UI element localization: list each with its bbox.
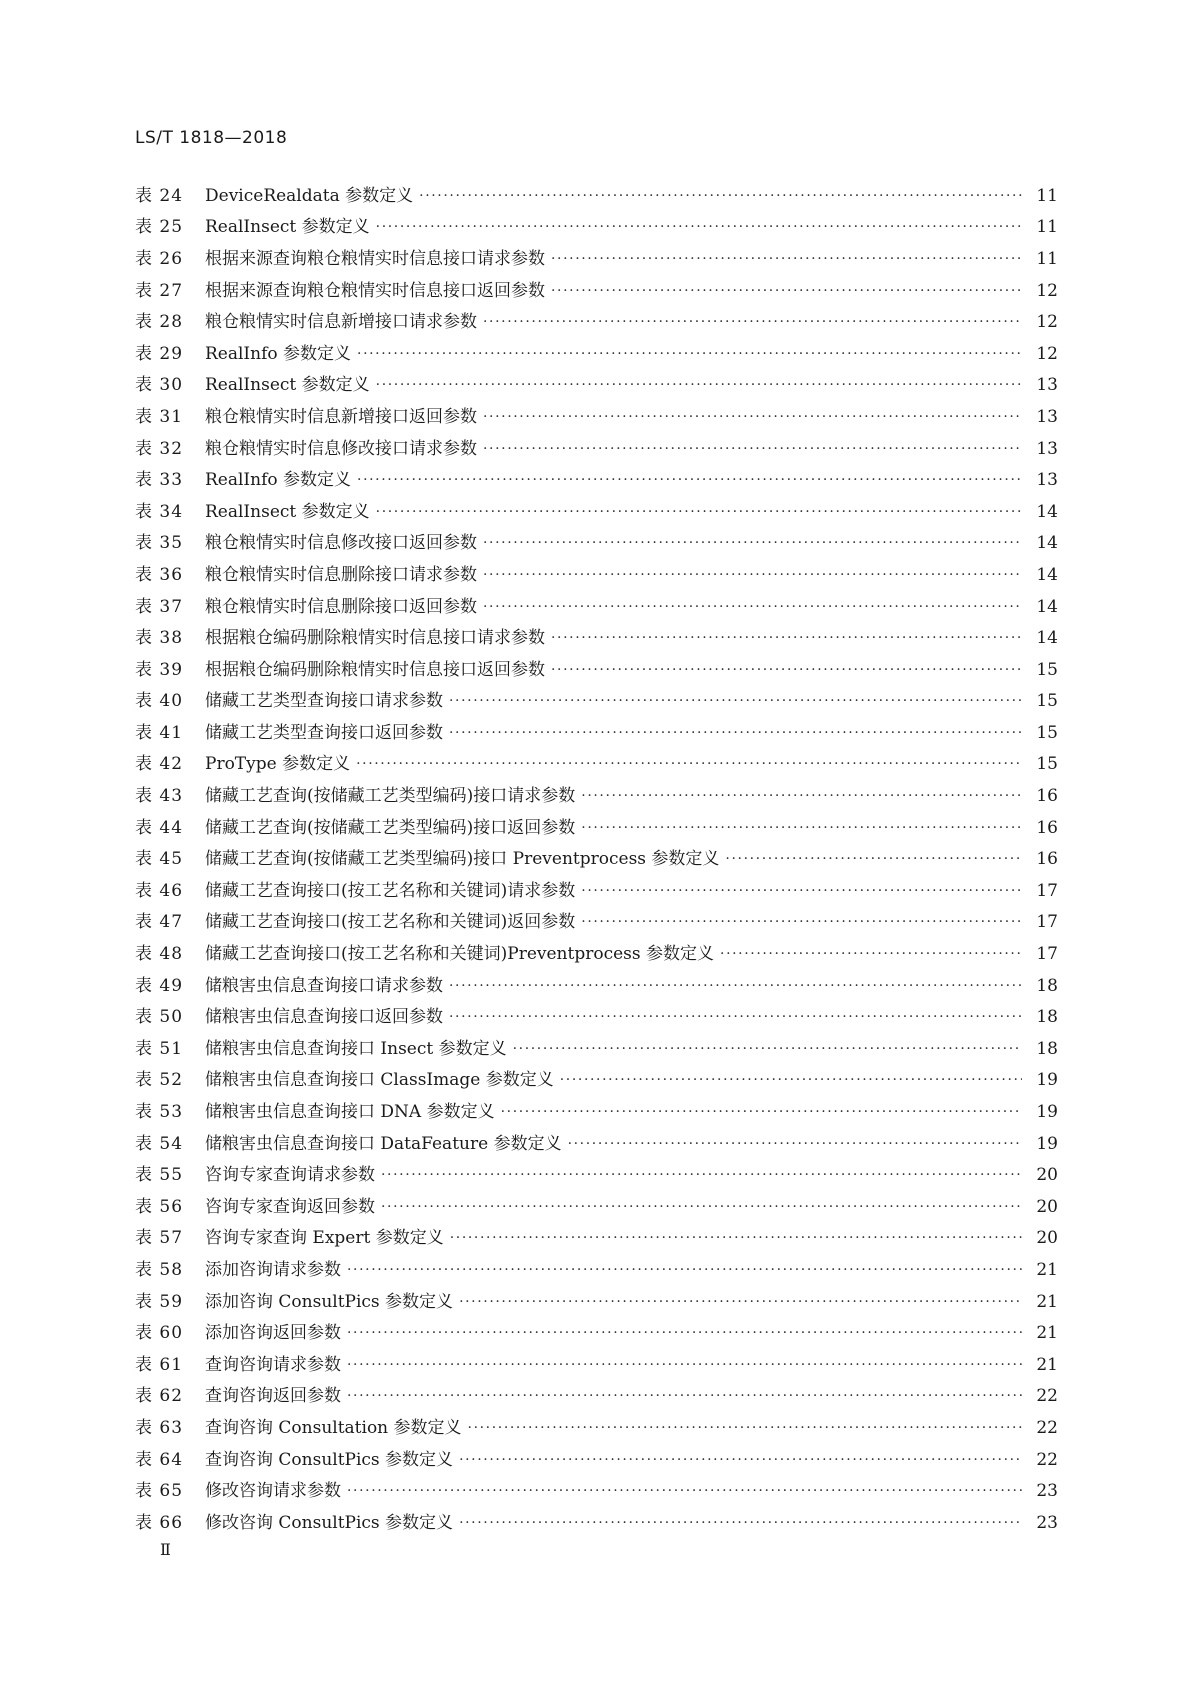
toc-table-number: 表 50 [135,1007,184,1028]
toc-table-title: 查询咨询返回参数 [205,1386,341,1407]
toc-page-number: 11 [1036,248,1058,269]
toc-table-title: 修改咨询请求参数 [205,1481,341,1502]
toc-table-title: 储藏工艺查询接口(按工艺名称和关键词)请求参数 [205,880,576,901]
toc-page-number: 14 [1036,533,1058,554]
toc-table-number: 表 54 [135,1133,184,1154]
toc-table-title: 储藏工艺查询接口(按工艺名称和关键词)返回参数 [205,912,576,933]
toc-table-number: 表 38 [135,628,184,649]
toc-entry [135,212,1058,244]
toc-entry [135,1001,1058,1033]
toc-entry [135,1254,1058,1286]
toc-table-title: 粮仓粮情实时信息修改接口返回参数 [205,533,477,554]
toc-table-title: 查询咨询请求参数 [205,1354,341,1375]
toc-table-number: 表 64 [135,1449,184,1470]
toc-table-number: 表 65 [135,1481,184,1502]
toc-dot-leader [483,407,1022,427]
toc-page-number: 12 [1036,312,1058,333]
toc-table-number: 表 32 [135,438,184,459]
toc-table-title: 添加咨询返回参数 [205,1323,341,1344]
toc-entry [135,370,1058,402]
toc-entry [135,1475,1058,1507]
toc-table-title: 粮仓粮情实时信息新增接口请求参数 [205,312,477,333]
toc-table-title: 储藏工艺查询接口(按工艺名称和关键词)Preventprocess 参数定义 [205,944,715,965]
toc-dot-leader [483,312,1022,332]
toc-page-number: 13 [1036,406,1058,427]
toc-dot-leader [449,723,1022,743]
toc-page-number: 13 [1036,375,1058,396]
toc-table-number: 表 29 [135,343,184,364]
toc-entry [135,843,1058,875]
toc-table-title: 储粮害虫信息查询接口 DNA 参数定义 [205,1102,495,1123]
toc-dot-leader [468,1418,1022,1438]
toc-table-number: 表 36 [135,564,184,585]
toc-dot-leader [581,881,1022,901]
toc-table-number: 表 44 [135,817,184,838]
toc-table-number: 表 24 [135,185,184,206]
toc-page-number: 18 [1036,1038,1058,1059]
toc-dot-leader [347,1386,1022,1406]
toc-table-number: 表 57 [135,1228,184,1249]
toc-table-number: 表 47 [135,912,184,933]
toc-entry [135,1412,1058,1444]
toc-entry [135,1444,1058,1476]
toc-table-number: 表 56 [135,1196,184,1217]
toc-page-number: 12 [1036,343,1058,364]
toc-entry [135,401,1058,433]
toc-dot-leader [347,1260,1022,1280]
toc-page-number: 21 [1036,1354,1058,1375]
toc-entry [135,433,1058,465]
toc-table-title: 添加咨询请求参数 [205,1259,341,1280]
toc-page-number: 22 [1036,1417,1058,1438]
toc-table-title: RealInfo 参数定义 [205,470,352,491]
toc-page-number: 13 [1036,438,1058,459]
toc-table-title: 咨询专家查询 Expert 参数定义 [205,1228,444,1249]
toc-page-number: 16 [1036,786,1058,807]
toc-table-number: 表 42 [135,754,184,775]
toc-dot-leader [376,502,1022,522]
toc-dot-leader [483,597,1022,617]
toc-dot-leader [581,818,1022,838]
toc-table-title: 查询咨询 ConsultPics 参数定义 [205,1449,454,1470]
toc-dot-leader [720,944,1022,964]
toc-page-number: 18 [1036,1007,1058,1028]
toc-table-title: 根据粮仓编码删除粮情实时信息接口请求参数 [205,628,545,649]
toc-dot-leader [459,1292,1022,1312]
toc-table-title: 粮仓粮情实时信息删除接口返回参数 [205,596,477,617]
toc-table-title: 储藏工艺查询(按储藏工艺类型编码)接口 Preventprocess 参数定义 [205,849,720,870]
toc-table-number: 表 28 [135,312,184,333]
toc-table-number: 表 45 [135,849,184,870]
toc-entry [135,338,1058,370]
toc-table-number: 表 46 [135,880,184,901]
toc-dot-leader [551,281,1022,301]
toc-entry [135,180,1058,212]
toc-dot-leader [581,786,1022,806]
toc-dot-leader [483,565,1022,585]
toc-page-number: 16 [1036,849,1058,870]
toc-page-number: 15 [1036,691,1058,712]
toc-entry [135,1223,1058,1255]
toc-table-title: 储藏工艺类型查询接口返回参数 [205,722,443,743]
toc-table-number: 表 39 [135,659,184,680]
toc-table-title: 储粮害虫信息查询接口请求参数 [205,975,443,996]
toc-table-number: 表 40 [135,691,184,712]
toc-table-title: 根据来源查询粮仓粮情实时信息接口返回参数 [205,280,545,301]
toc-dot-leader [725,849,1022,869]
toc-dot-leader [381,1165,1022,1185]
toc-entry [135,1033,1058,1065]
toc-table-title: 储藏工艺类型查询接口请求参数 [205,691,443,712]
toc-table-number: 表 62 [135,1386,184,1407]
toc-table-title: RealInsect 参数定义 [205,217,370,238]
toc-dot-leader [376,375,1022,395]
toc-table-title: 储粮害虫信息查询接口返回参数 [205,1007,443,1028]
toc-table-number: 表 61 [135,1354,184,1375]
toc-table-number: 表 33 [135,470,184,491]
toc-page-number: 15 [1036,659,1058,680]
toc-page-number: 15 [1036,722,1058,743]
toc-table-title: 修改咨询 ConsultPics 参数定义 [205,1512,454,1533]
toc-page-number: 21 [1036,1259,1058,1280]
toc-table-number: 表 43 [135,786,184,807]
toc-table-title: 添加咨询 ConsultPics 参数定义 [205,1291,454,1312]
toc-table-number: 表 26 [135,248,184,269]
toc-table-title: 根据粮仓编码删除粮情实时信息接口返回参数 [205,659,545,680]
toc-entry [135,1096,1058,1128]
toc-page-number: 23 [1036,1481,1058,1502]
toc-dot-leader [347,1481,1022,1501]
toc-page-number: 14 [1036,628,1058,649]
toc-table-number: 表 52 [135,1070,184,1091]
toc-table-number: 表 51 [135,1038,184,1059]
toc-entry [135,591,1058,623]
toc-dot-leader [501,1102,1022,1122]
toc-entry [135,970,1058,1002]
toc-table-number: 表 58 [135,1259,184,1280]
toc-entry [135,938,1058,970]
toc-page-number: 14 [1036,564,1058,585]
toc-entry [135,907,1058,939]
toc-table-title: 根据来源查询粮仓粮情实时信息接口请求参数 [205,248,545,269]
toc-entry [135,1159,1058,1191]
toc-entry [135,528,1058,560]
toc-table-number: 表 34 [135,501,184,522]
toc-table-title: 查询咨询 Consultation 参数定义 [205,1417,462,1438]
toc-dot-leader [347,1355,1022,1375]
toc-entry [135,686,1058,718]
toc-table-title: RealInfo 参数定义 [205,343,352,364]
toc-entry [135,496,1058,528]
toc-entry [135,1128,1058,1160]
toc-page-number: 15 [1036,754,1058,775]
toc-dot-leader [483,533,1022,553]
toc-table-title: 粮仓粮情实时信息删除接口请求参数 [205,564,477,585]
toc-table-number: 表 63 [135,1417,184,1438]
toc-page-number: 19 [1036,1070,1058,1091]
toc-table-title: DeviceRealdata 参数定义 [205,185,414,206]
toc-table-title: RealInsect 参数定义 [205,501,370,522]
toc-page-number: 14 [1036,501,1058,522]
toc-table-number: 表 49 [135,975,184,996]
toc-entry [135,875,1058,907]
toc-table-title: 咨询专家查询请求参数 [205,1165,375,1186]
toc-table-number: 表 59 [135,1291,184,1312]
toc-table-title: ProType 参数定义 [205,754,351,775]
toc-table-title: 粮仓粮情实时信息修改接口请求参数 [205,438,477,459]
toc-entry [135,622,1058,654]
toc-dot-leader [419,186,1022,206]
toc-entry [135,812,1058,844]
toc-entry [135,1349,1058,1381]
toc-entry [135,275,1058,307]
toc-table-number: 表 60 [135,1323,184,1344]
toc-dot-leader [551,660,1022,680]
toc-page-number: 22 [1036,1449,1058,1470]
toc-table-title: 储粮害虫信息查询接口 DataFeature 参数定义 [205,1133,562,1154]
toc-entry [135,780,1058,812]
toc-table-title: 储藏工艺查询(按储藏工艺类型编码)接口请求参数 [205,786,576,807]
toc-dot-leader [513,1039,1022,1059]
toc-entry [135,559,1058,591]
toc-entry [135,749,1058,781]
toc-dot-leader [357,470,1022,490]
toc-page-number: 22 [1036,1386,1058,1407]
toc-table-title: 储粮害虫信息查询接口 ClassImage 参数定义 [205,1070,554,1091]
toc-page-number: 23 [1036,1512,1058,1533]
toc-page-number: 17 [1036,944,1058,965]
toc-page-number: 13 [1036,470,1058,491]
table-of-contents-list [135,180,1058,1539]
toc-dot-leader [347,1323,1022,1343]
toc-dot-leader [449,691,1022,711]
toc-entry [135,464,1058,496]
toc-page-number: 11 [1036,217,1058,238]
toc-page-number: 21 [1036,1323,1058,1344]
toc-dot-leader [356,754,1022,774]
toc-table-number: 表 25 [135,217,184,238]
toc-page-number: 18 [1036,975,1058,996]
toc-page-number: 19 [1036,1133,1058,1154]
toc-table-title: 粮仓粮情实时信息新增接口返回参数 [205,406,477,427]
toc-page-number: 16 [1036,817,1058,838]
toc-table-number: 表 30 [135,375,184,396]
toc-page-number: 21 [1036,1291,1058,1312]
toc-dot-leader [568,1134,1022,1154]
toc-page-number: 20 [1036,1196,1058,1217]
toc-dot-leader [560,1070,1022,1090]
toc-page-number: 20 [1036,1228,1058,1249]
toc-table-title: RealInsect 参数定义 [205,375,370,396]
toc-dot-leader [581,912,1022,932]
toc-dot-leader [376,217,1022,237]
toc-table-number: 表 48 [135,944,184,965]
toc-entry [135,717,1058,749]
toc-page-number: 17 [1036,880,1058,901]
toc-table-number: 表 41 [135,722,184,743]
toc-entry [135,1286,1058,1318]
toc-entry [135,1507,1058,1539]
toc-dot-leader [381,1197,1022,1217]
toc-table-number: 表 35 [135,533,184,554]
toc-dot-leader [551,628,1022,648]
toc-table-number: 表 37 [135,596,184,617]
toc-dot-leader [551,249,1022,269]
toc-dot-leader [459,1513,1022,1533]
toc-table-number: 表 53 [135,1102,184,1123]
toc-table-number: 表 31 [135,406,184,427]
toc-table-title: 咨询专家查询返回参数 [205,1196,375,1217]
toc-table-number: 表 27 [135,280,184,301]
toc-dot-leader [357,344,1022,364]
toc-page-number: 19 [1036,1102,1058,1123]
toc-entry [135,1191,1058,1223]
toc-dot-leader [459,1450,1022,1470]
toc-page-number: 20 [1036,1165,1058,1186]
toc-page-number: 11 [1036,185,1058,206]
toc-table-number: 表 66 [135,1512,184,1533]
document-code-header: LS/T 1818—2018 [135,128,288,148]
toc-table-number: 表 55 [135,1165,184,1186]
toc-page-number: 14 [1036,596,1058,617]
toc-page-number: 17 [1036,912,1058,933]
toc-entry [135,1317,1058,1349]
toc-entry [135,654,1058,686]
toc-page-number: 12 [1036,280,1058,301]
toc-dot-leader [449,976,1022,996]
toc-entry [135,1381,1058,1413]
toc-dot-leader [449,1007,1022,1027]
page-number: Ⅱ [160,1540,171,1559]
toc-entry [135,306,1058,338]
toc-entry [135,1065,1058,1097]
toc-table-title: 储粮害虫信息查询接口 Insect 参数定义 [205,1038,507,1059]
toc-dot-leader [450,1228,1022,1248]
toc-table-title: 储藏工艺查询(按储藏工艺类型编码)接口返回参数 [205,817,576,838]
toc-dot-leader [483,439,1022,459]
toc-entry [135,243,1058,275]
